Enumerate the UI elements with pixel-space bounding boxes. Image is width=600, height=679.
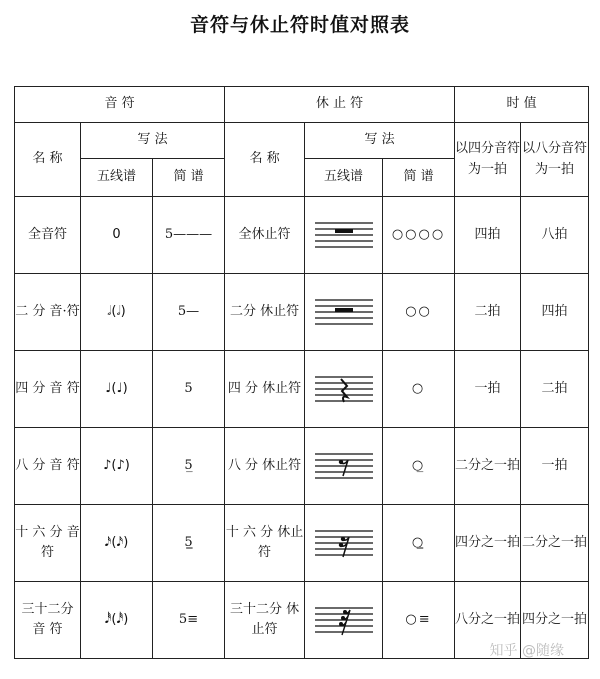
page-title: 音符与休止符时值对照表 [189,14,410,36]
rest-name: 二分 休止符 [225,274,305,351]
half-rest-staff-icon [313,294,375,330]
rest-jianpu: ○ [383,351,455,428]
duration-quarter: 八分之一拍 [455,582,521,659]
table-row [15,505,589,582]
note-name: 二 分 音·符 [15,274,81,351]
header-note-staff: 五线谱 [81,159,153,197]
duration-eighth: 一拍 [521,428,589,505]
header-by-eighth: 以八分音符为一拍 [521,123,589,197]
rest-jianpu: ○○ [383,274,455,351]
header-notes: 音 符 [15,87,225,123]
duration-quarter: 四拍 [455,197,521,274]
rest-staff [305,351,383,428]
table-row [15,351,589,428]
header-note-name: 名 称 [15,123,81,197]
rest-staff [305,197,383,274]
note-jianpu: 5— [153,274,225,351]
duration-eighth: 四分之一拍 [521,582,589,659]
sixteenth-rest-staff-icon [313,525,375,561]
thirtysecond-rest-staff-icon [313,602,375,638]
rest-jianpu: ○̳ [383,505,455,582]
rest-jianpu: ○○○○ [383,197,455,274]
quarter-rest-staff-icon [313,371,375,407]
header-by-quarter: 以四分音符为一拍 [455,123,521,197]
table-row [15,274,589,351]
whole-rest-staff-icon [313,217,375,253]
watermark: 知乎 @随缘 [489,643,564,659]
header-rest-jianpu: 简 谱 [383,159,455,197]
rest-staff [305,505,383,582]
table-row [15,428,589,505]
rest-name: 十 六 分 休止符 [225,505,305,582]
duration-quarter: 二拍 [455,274,521,351]
note-staff: 𝅘𝅥𝅯(𝅘𝅥𝅯) [81,505,153,582]
note-jianpu: 5̲ [153,428,225,505]
rest-name: 八 分 休止符 [225,428,305,505]
note-name: 四 分 音 符 [15,351,81,428]
header-rest-staff: 五线谱 [305,159,383,197]
note-staff: ♪(♪) [81,428,153,505]
rest-name: 全休止符 [225,197,305,274]
note-name: 八 分 音 符 [15,428,81,505]
header-note-jianpu: 简 谱 [153,159,225,197]
note-staff: ♩(♩) [81,351,153,428]
header-rest-notation: 写 法 [305,123,455,159]
note-name: 三十二分 音 符 [15,582,81,659]
note-staff: 𝅘𝅥𝅰(𝅘𝅥𝅰) [81,582,153,659]
note-rest-duration-table [14,86,589,659]
duration-eighth: 二拍 [521,351,589,428]
note-name: 全音符 [15,197,81,274]
rest-staff [305,274,383,351]
duration-quarter: 一拍 [455,351,521,428]
duration-eighth: 八拍 [521,197,589,274]
note-jianpu: 5≡ [153,582,225,659]
header-duration: 时 值 [455,87,589,123]
header-rest-name: 名 称 [225,123,305,197]
rest-jianpu: ○̲ [383,428,455,505]
rest-staff [305,582,383,659]
header-rests: 休 止 符 [225,87,455,123]
note-staff: 𝅗𝅥(𝅗𝅥) [81,274,153,351]
eighth-rest-staff-icon [313,448,375,484]
table-row [15,197,589,274]
note-staff: 0 [81,197,153,274]
note-jianpu: 5——— [153,197,225,274]
note-jianpu: 5 [153,351,225,428]
header-note-notation: 写 法 [81,123,225,159]
rest-jianpu: ○≡ [383,582,455,659]
rest-name: 四 分 休止符 [225,351,305,428]
rest-name: 三十二分 休止符 [225,582,305,659]
duration-quarter: 二分之一拍 [455,428,521,505]
note-jianpu: 5̳ [153,505,225,582]
duration-eighth: 四拍 [521,274,589,351]
duration-quarter: 四分之一拍 [455,505,521,582]
rest-staff [305,428,383,505]
duration-eighth: 二分之一拍 [521,505,589,582]
note-name: 十 六 分 音 符 [15,505,81,582]
